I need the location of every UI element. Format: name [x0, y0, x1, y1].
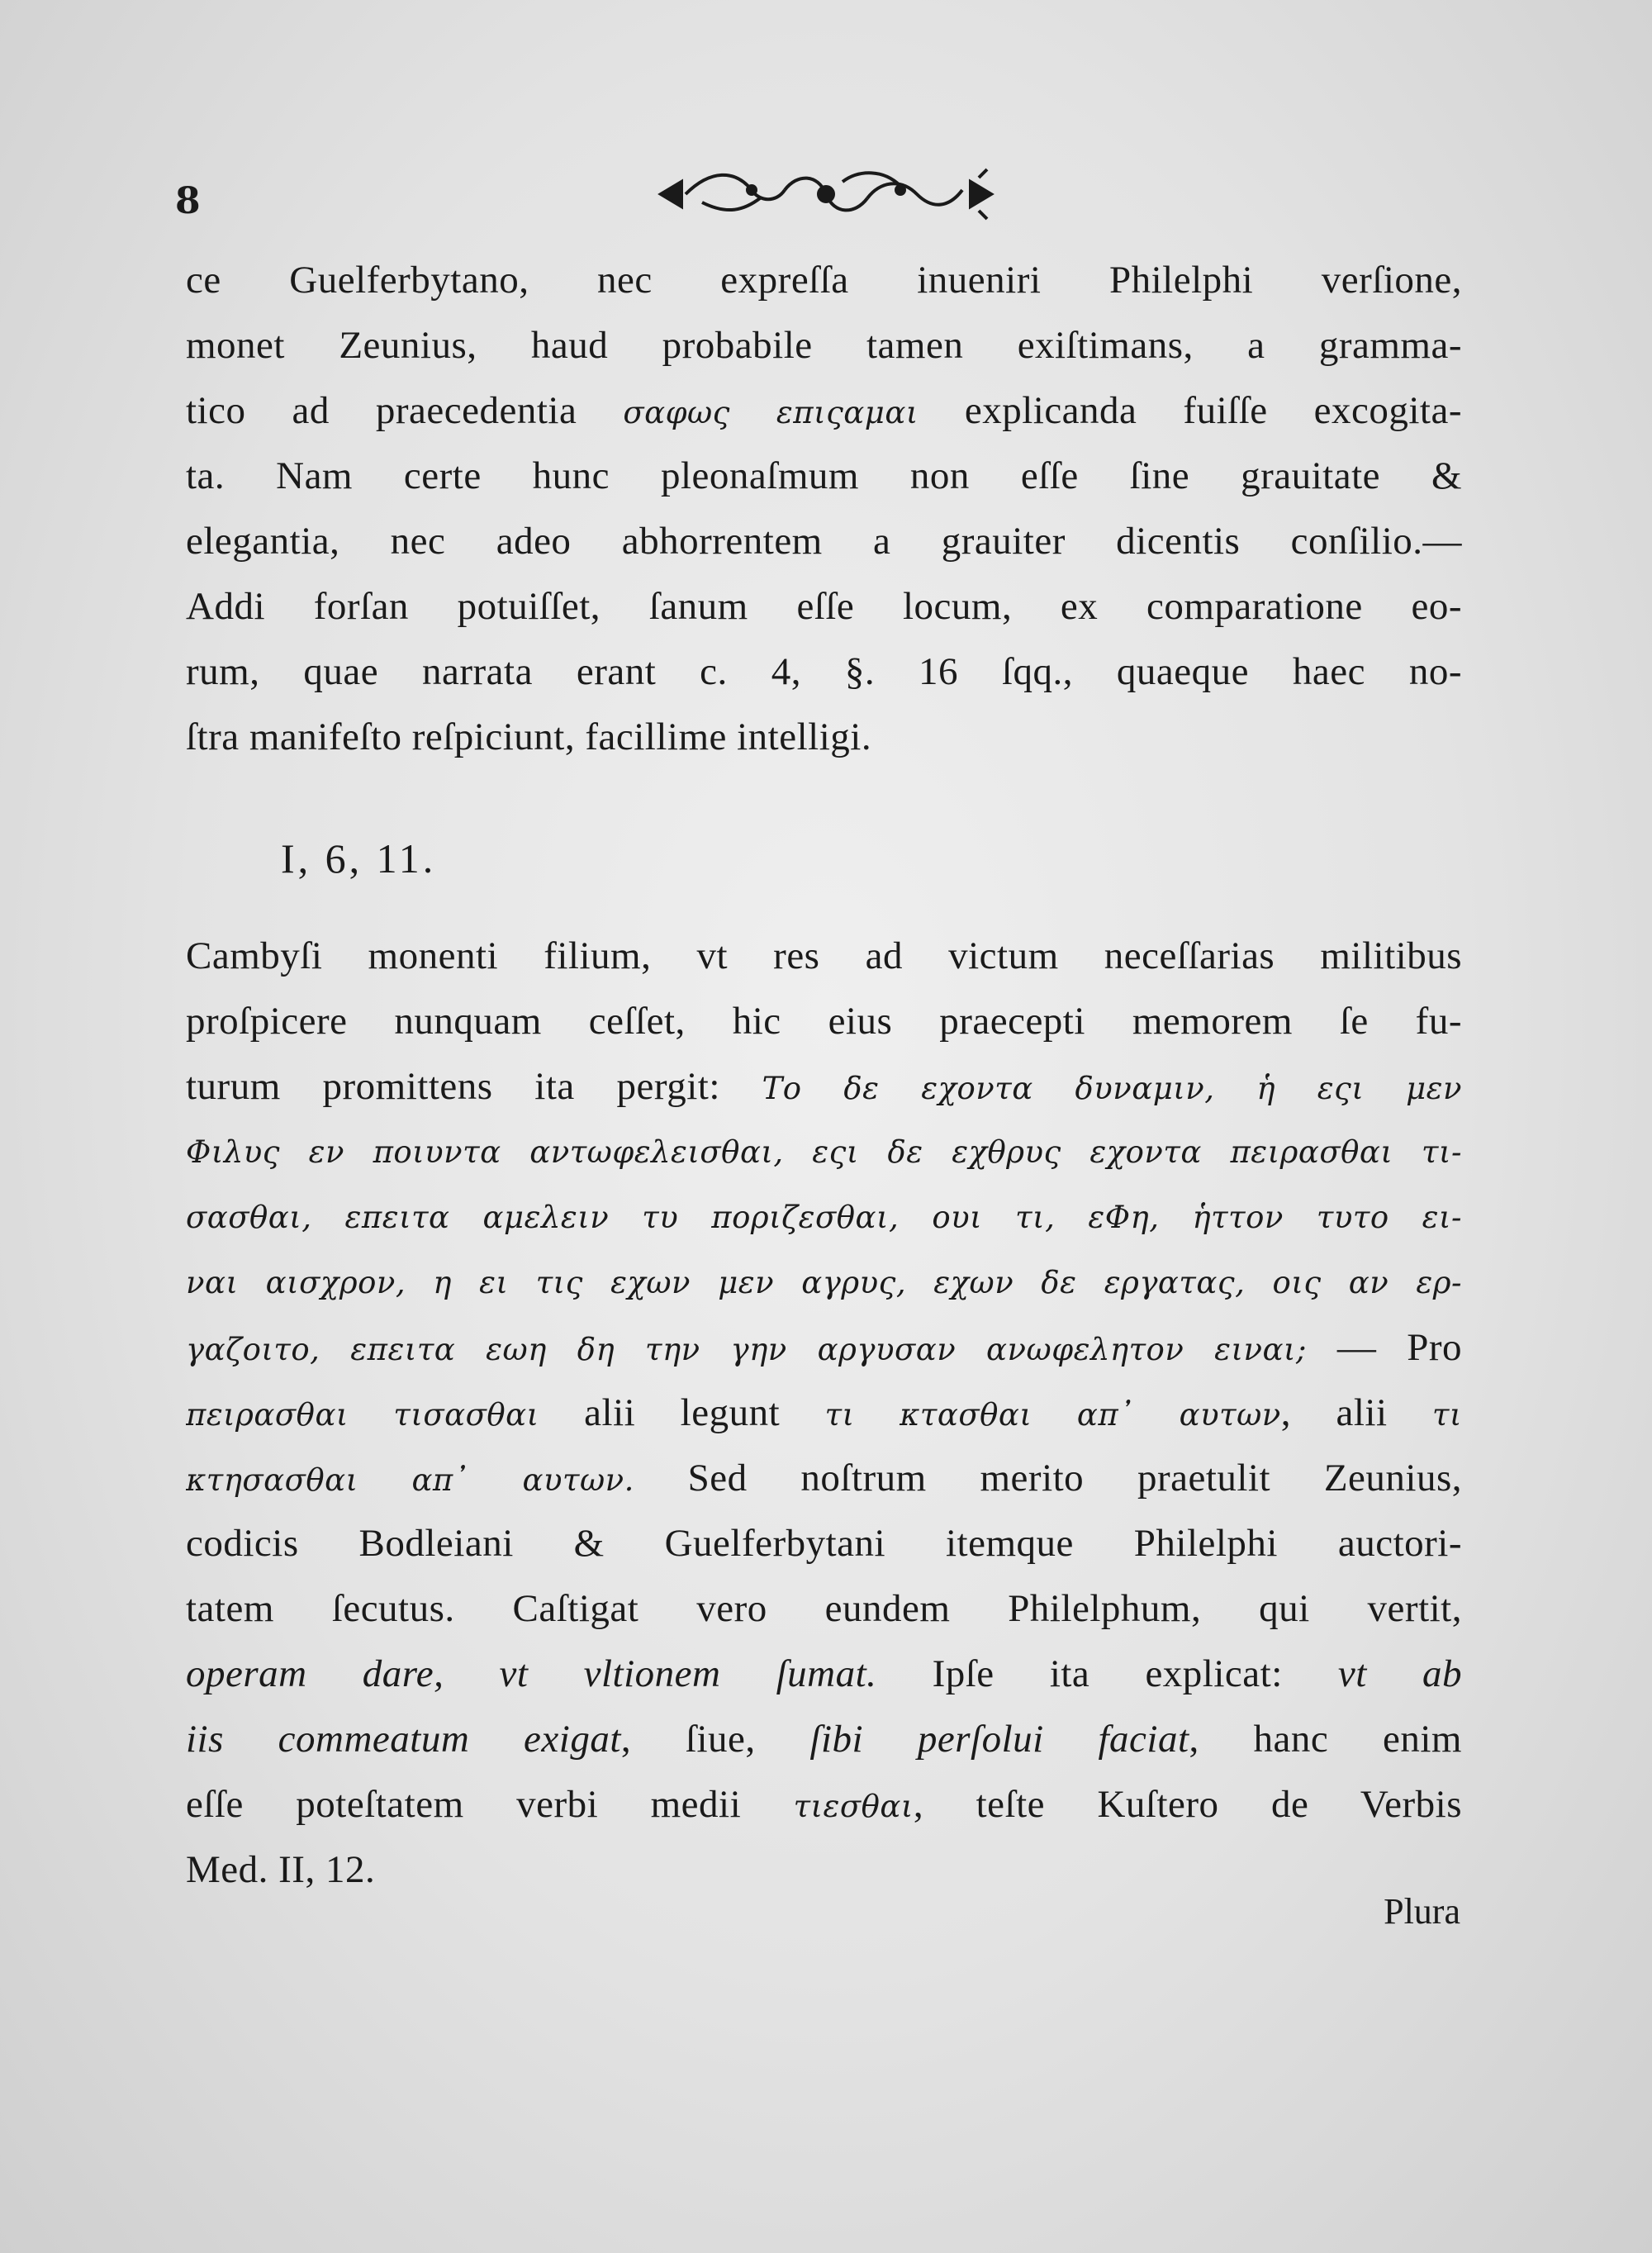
paragraph-note — [186, 924, 1462, 1903]
text-line: tico ad praecedentia σαφως επιςαμαι explicanda fuiſſe excogita- — [186, 389, 1462, 432]
text-line: κτησασθαι απ᾽ αυτων. Sed noſtrum merito praetulit Zeunius, — [186, 1457, 1462, 1500]
catchword: Plura — [1384, 1891, 1460, 1932]
section-heading: I, 6, 11. — [281, 835, 437, 882]
greek-text-line: σασθαι, επειτα αμελειν τυ ποριζεσθαι, ουι τι, εΦη, ἡττον τυτο ει- — [186, 1200, 1462, 1235]
text-line: turum promittens ita pergit: Το δε εχοντα δυναμιν, ἡ εςι μεν — [186, 1065, 1462, 1108]
text-line: tatem ſecutus. Caſtigat vero eundem Philelphum, qui vertit, — [186, 1587, 1462, 1630]
text-line: codicis Bodleiani & Guelferbytani itemque Philelphi auctori- — [186, 1522, 1462, 1565]
text-line: Cambyſi monenti filium, vt res ad victum neceſſarias militibus — [186, 934, 1462, 977]
text-line: elegantia, nec adeo abhorrentem a grauiter dicentis conſilio.— — [186, 520, 1462, 563]
text-line: rum, quae narrata erant c. 4, §. 16 ſqq., quaeque haec no- — [186, 650, 1462, 693]
text-line: Addi forſan potuiſſet, ſanum eſſe locum, ex comparatione eo- — [186, 585, 1462, 628]
paragraph-commentary — [186, 248, 1462, 770]
text-line: operam dare, vt vltionem ſumat. Ipſe ita explicat: vt ab — [186, 1652, 1462, 1695]
text-line: eſſe poteſtatem verbi medii τιεσθαι, teſte Kuſtero de Verbis — [186, 1783, 1462, 1826]
text-line: ta. Nam certe hunc pleonaſmum non eſſe ſine grauitate & — [186, 454, 1462, 497]
page-number: 8 — [175, 180, 201, 222]
text-line: monet Zeunius, haud probabile tamen exiſtimans, a gramma- — [186, 324, 1462, 367]
text-line: ſtra manifeſto reſpiciunt, facillime intelligi. — [186, 715, 872, 758]
text-line: proſpicere nunquam ceſſet, hic eius praecepti memorem ſe fu- — [186, 1000, 1462, 1043]
text-line: πειρασθαι τισασθαι alii legunt τι κτασθαι απ᾽ αυτων, alii τι — [186, 1391, 1462, 1434]
greek-text-line: ναι αισχρον, η ει τις εχων μεν αγρυς, εχων δε εργατας, οις αν ερ- — [186, 1265, 1462, 1300]
ornament-icon — [653, 165, 999, 223]
text-line: iis commeatum exigat, ſiue, ſibi perſolui faciat, hanc enim — [186, 1718, 1462, 1761]
text-line: γαζοιτο, επειτα εωη δη την γην αργυσαν ανωφελητον ειναι; — Pro — [186, 1326, 1462, 1369]
greek-text-line: Φιλυς εν ποιυντα αντωφελεισθαι, εςι δε εχθρυς εχοντα πειρασθαι τι- — [186, 1134, 1462, 1170]
text-line: Med. II, 12. — [186, 1848, 376, 1891]
text-line: ce Guelferbytano, nec expreſſa inueniri Philelphi verſione, — [186, 259, 1462, 302]
